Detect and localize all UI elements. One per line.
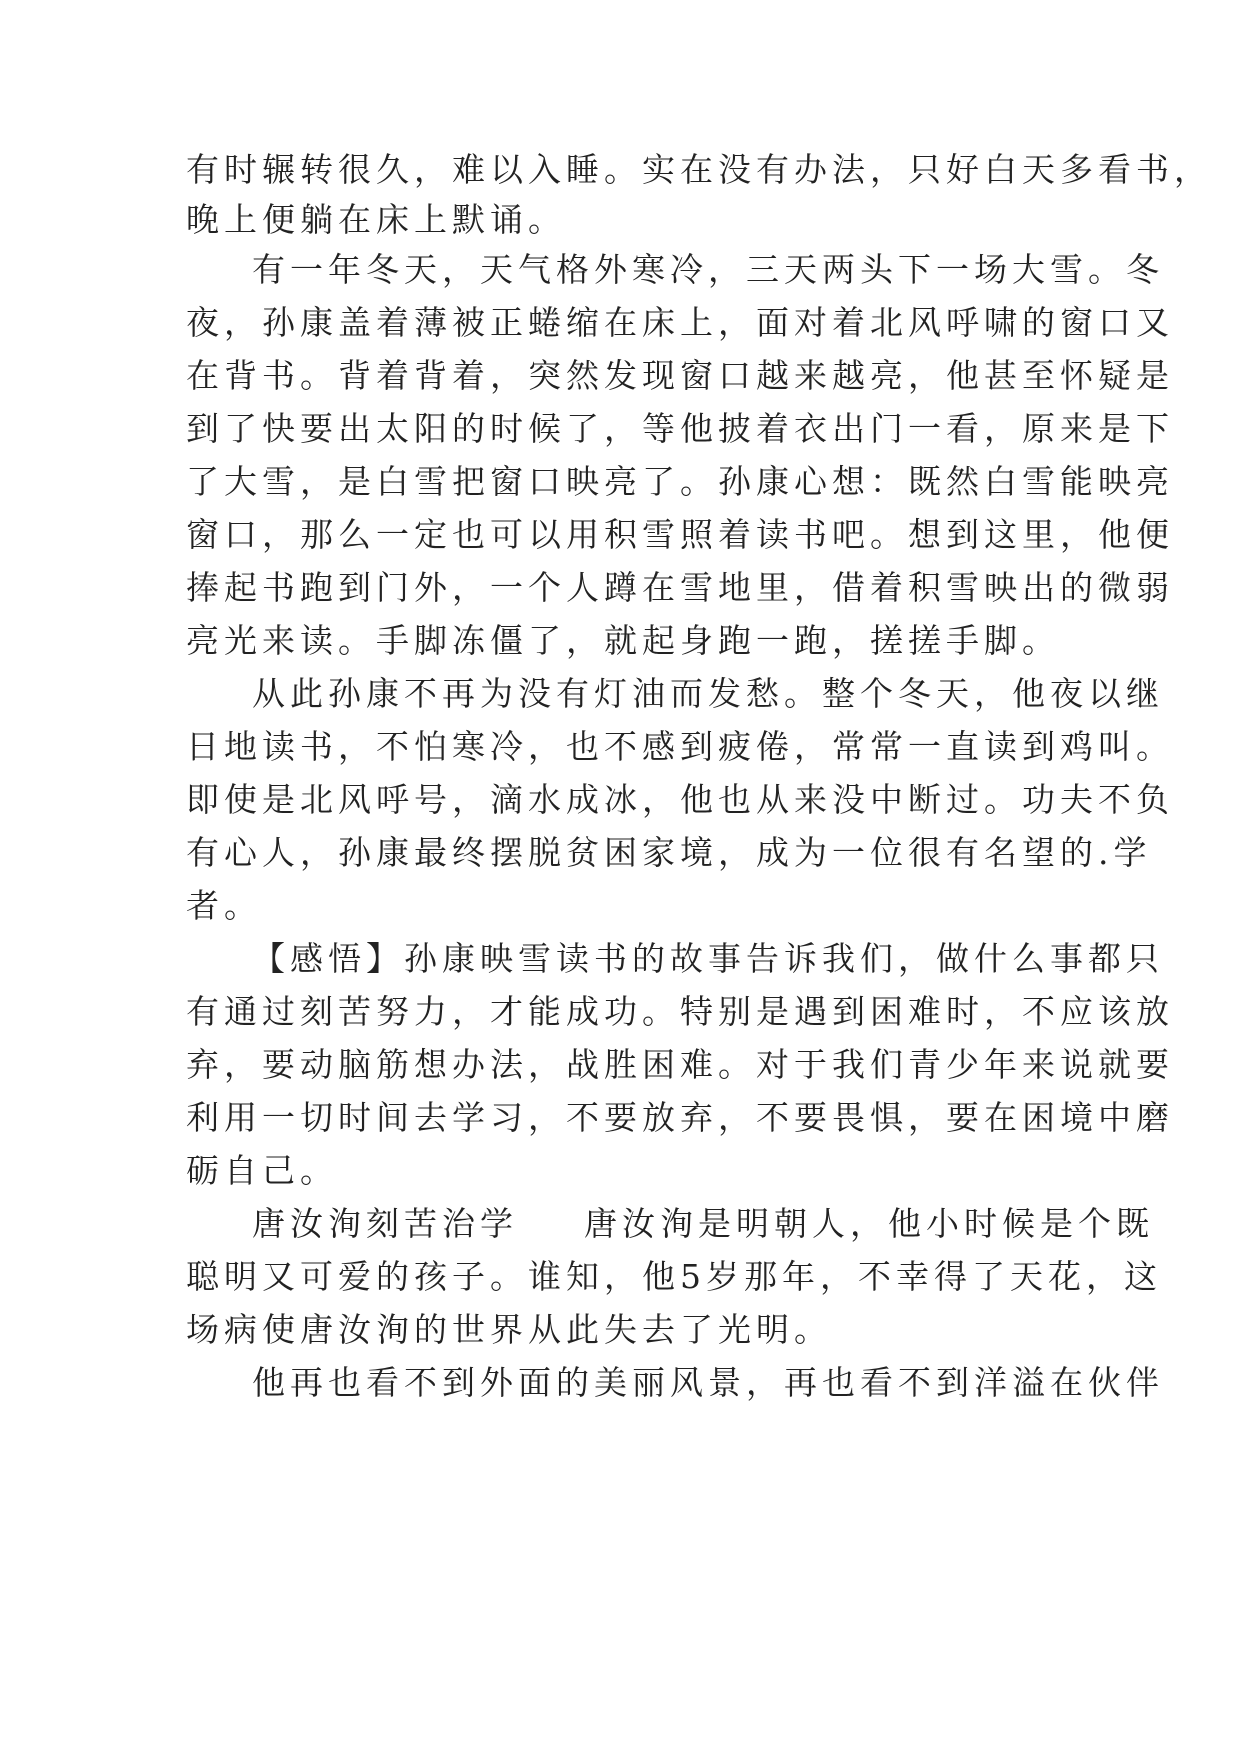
text-line: 了大雪，是白雪把窗口映亮了。孙康心想：既然白雪能映亮 xyxy=(186,462,1174,501)
text-line: 日地读书，不怕寒冷，也不感到疲倦，常常一直读到鸡叫。 xyxy=(186,727,1174,766)
text-line: 他再也看不到外面的美丽风景，再也看不到洋溢在伙伴 xyxy=(252,1363,1164,1402)
text-line: 利用一切时间去学习，不要放弃，不要畏惧，要在困境中磨 xyxy=(186,1098,1174,1137)
text-line: 夜，孙康盖着薄被正蜷缩在床上，面对着北风呼啸的窗口又 xyxy=(186,303,1174,342)
text-line: 砺自己。 xyxy=(186,1151,338,1190)
text-line: 有时辗转很久，难以入睡。实在没有办法，只好白天多看书， xyxy=(186,150,1212,189)
section-heading-line xyxy=(252,1194,1154,1254)
text-line: 场病使唐汝洵的世界从此失去了光明。 xyxy=(186,1310,832,1349)
text-line: 从此孙康不再为没有灯油而发愁。整个冬天，他夜以继 xyxy=(252,674,1164,713)
text-line: 聪明又可爱的孩子。谁知，他5岁那年，不幸得了天花，这 xyxy=(186,1257,1162,1296)
text-line: 即使是北风呼号，滴水成冰，他也从来没中断过。功夫不负 xyxy=(186,780,1174,819)
section-first-sentence: 唐汝洵是明朝人，他小时候是个既 xyxy=(584,1204,1154,1243)
text-line: 窗口，那么一定也可以用积雪照着读书吧。想到这里，他便 xyxy=(186,515,1174,554)
text-line: 在背书。背着背着，突然发现窗口越来越亮，他甚至怀疑是 xyxy=(186,356,1174,395)
text-line: 到了快要出太阳的时候了，等他披着衣出门一看，原来是下 xyxy=(186,409,1174,448)
text-line: 【感悟】孙康映雪读书的故事告诉我们，做什么事都只 xyxy=(252,939,1164,978)
text-line: 弃，要动脑筋想办法，战胜困难。对于我们青少年来说就要 xyxy=(186,1045,1174,1084)
text-line: 亮光来读。手脚冻僵了，就起身跑一跑，搓搓手脚。 xyxy=(186,621,1060,660)
text-line: 者。 xyxy=(186,886,262,925)
section-heading: 唐汝洵刻苦治学 xyxy=(252,1204,518,1243)
text-line: 有一年冬天，天气格外寒冷，三天两头下一场大雪。冬 xyxy=(252,250,1164,289)
text-line: 捧起书跑到门外，一个人蹲在雪地里，借着积雪映出的微弱 xyxy=(186,568,1174,607)
text-line: 有心人，孙康最终摆脱贫困家境，成为一位很有名望的.学 xyxy=(186,833,1152,872)
text-line: 晚上便躺在床上默诵。 xyxy=(186,200,566,239)
text-line: 有通过刻苦努力，才能成功。特别是遇到困难时，不应该放 xyxy=(186,992,1174,1031)
